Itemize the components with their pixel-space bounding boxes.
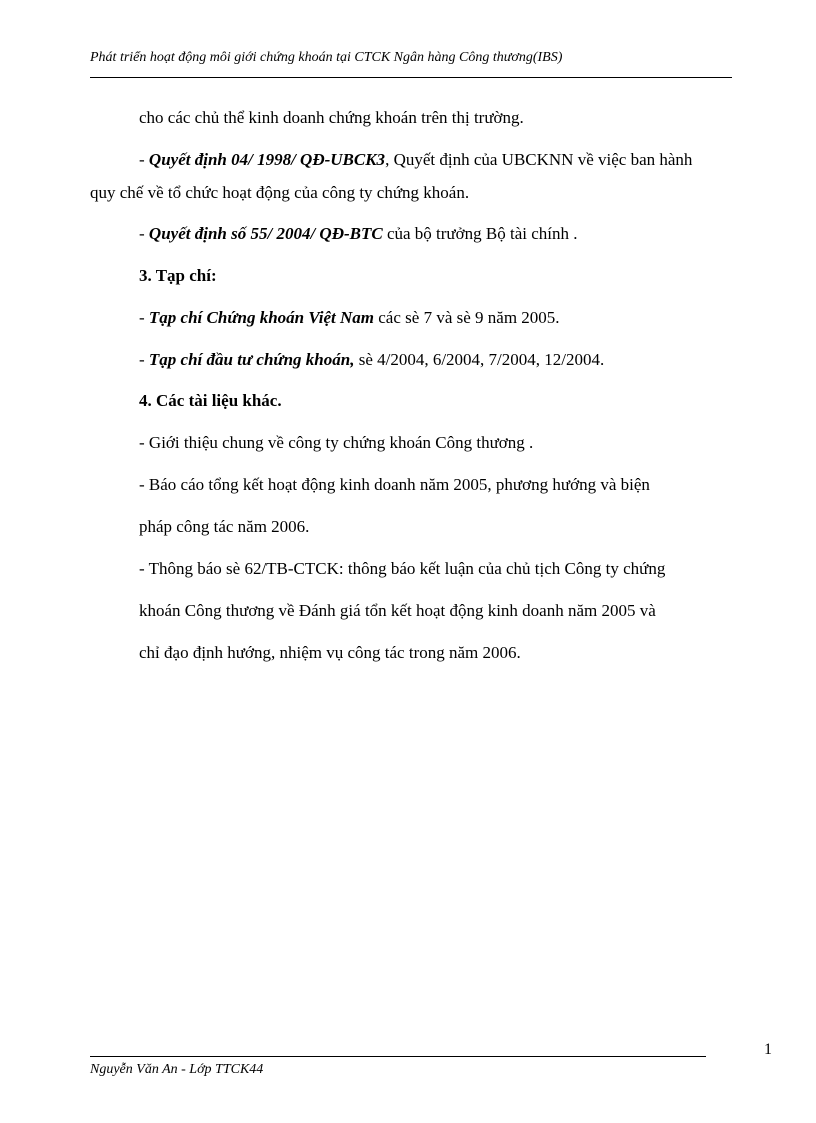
paragraph-line: pháp công tác năm 2006.	[139, 517, 310, 536]
reference-title: Tạp chí Chứng khoán Việt Nam	[148, 308, 375, 327]
paragraph-line: khoán Công thương về Đánh giá tổn kết hoạt động kinh doanh năm 2005 và	[139, 601, 656, 620]
page-header: Phát triển hoạt động môi giới chứng khoán tại CTCK Ngân hàng Công thương(IBS)	[90, 50, 563, 65]
dash: -	[139, 308, 149, 327]
reference-text: sè 4/2004, 6/2004, 7/2004, 12/2004.	[354, 350, 605, 369]
dash: -	[139, 224, 149, 243]
dash: -	[139, 150, 149, 169]
section-heading-other: 4. Các tài liệu khác.	[139, 391, 282, 410]
reference-decision-55	[139, 224, 577, 244]
paragraph-line: chỉ đạo định hướng, nhiệm vụ công tác trong năm 2006.	[139, 643, 521, 662]
paragraph-line: quy chế về tổ chức hoạt động của công ty chứng khoán.	[90, 183, 470, 202]
paragraph-line: - Giới thiệu chung về công ty chứng khoán Công thương .	[139, 433, 534, 452]
reference-text: của bộ trưởng Bộ tài chính .	[382, 224, 578, 243]
dash: -	[139, 350, 149, 369]
header-divider	[90, 77, 732, 78]
reference-journal-securities	[139, 308, 560, 328]
page-number: 1	[764, 1041, 772, 1058]
paragraph-line: - Thông báo sè 62/TB-CTCK: thông báo kết luận của chủ tịch Công ty chứng	[139, 559, 666, 578]
reference-journal-investment	[139, 350, 604, 370]
reference-text: các sè 7 và sè 9 năm 2005.	[374, 308, 560, 327]
reference-text: , Quyết định của UBCKNN về việc ban hành	[385, 150, 693, 169]
reference-title: Quyết định 04/ 1998/ QĐ-UBCK3	[148, 150, 386, 169]
section-heading-journals: 3. Tạp chí:	[139, 266, 217, 285]
paragraph-line: - Báo cáo tổng kết hoạt động kinh doanh năm 2005, phương hướng và biện	[139, 475, 650, 494]
paragraph-line: cho các chủ thể kinh doanh chứng khoán trên thị trường.	[139, 108, 524, 127]
reference-title: Tạp chí đầu tư chứng khoán,	[148, 350, 355, 369]
footer-divider	[90, 1056, 706, 1057]
page-footer: Nguyễn Văn An - Lớp TTCK44	[90, 1062, 264, 1077]
reference-decision-04	[139, 150, 692, 170]
reference-title: Quyết định số 55/ 2004/ QĐ-BTC	[148, 224, 383, 243]
